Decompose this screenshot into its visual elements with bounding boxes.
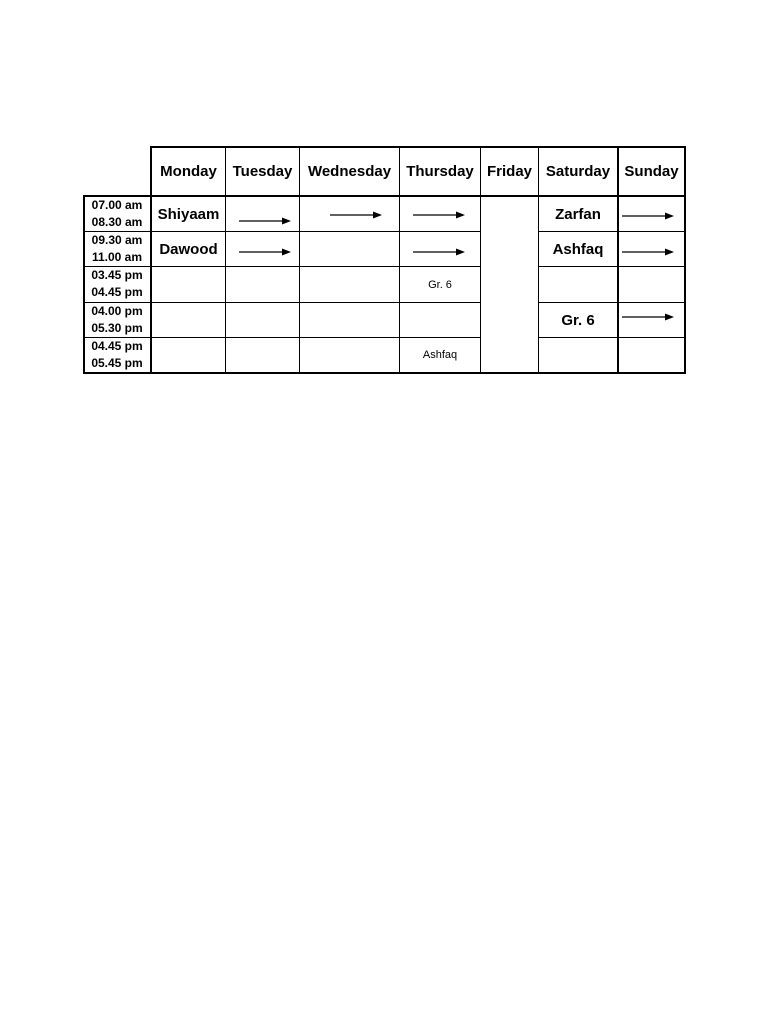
time-start: 04.00 pm [91, 304, 143, 318]
day-header-thursday: Thursday [406, 163, 474, 180]
right-arrow-icon [330, 211, 382, 219]
grid-line [684, 146, 686, 374]
right-arrow-icon [413, 211, 465, 219]
time-start: 09.30 am [91, 233, 143, 247]
entry-r4-saturday: Gr. 6 [561, 311, 595, 329]
entry-r3-thursday: Gr. 6 [428, 278, 452, 291]
day-header-wednesday: Wednesday [307, 163, 392, 180]
day-header-saturday: Saturday [545, 163, 611, 180]
day-header-tuesday: Tuesday [232, 163, 293, 180]
time-end: 11.00 am [91, 250, 143, 264]
time-slot [84, 303, 150, 337]
time-end: 05.30 pm [91, 321, 143, 335]
right-arrow-icon [239, 248, 291, 256]
time-end: 04.45 pm [91, 285, 143, 299]
entry-r1-monday: Shiyaam [157, 205, 220, 223]
time-start: 04.45 pm [91, 339, 143, 353]
time-slot [84, 197, 150, 231]
day-header-sunday: Sunday [624, 163, 679, 180]
entry-r2-monday: Dawood [159, 240, 218, 258]
time-start: 03.45 pm [91, 268, 143, 282]
time-end: 05.45 pm [91, 356, 143, 370]
right-arrow-icon [622, 313, 674, 321]
right-arrow-icon [413, 248, 465, 256]
right-arrow-icon [622, 248, 674, 256]
time-slot [84, 267, 150, 301]
entry-r5-thursday: Ashfaq [422, 349, 458, 361]
grid-line [538, 266, 686, 267]
time-start: 07.00 am [91, 198, 143, 212]
day-header-monday: Monday [160, 163, 217, 180]
entry-r1-saturday: Zarfan [555, 205, 601, 223]
right-arrow-icon [239, 217, 291, 225]
grid-line [84, 372, 686, 374]
time-end: 08.30 am [91, 215, 143, 229]
grid-line [538, 337, 686, 338]
right-arrow-icon [622, 212, 674, 220]
time-slot [84, 338, 150, 372]
time-slot [84, 232, 150, 266]
day-header-friday: Friday [486, 163, 532, 180]
entry-r2-saturday: Ashfaq [552, 240, 604, 258]
